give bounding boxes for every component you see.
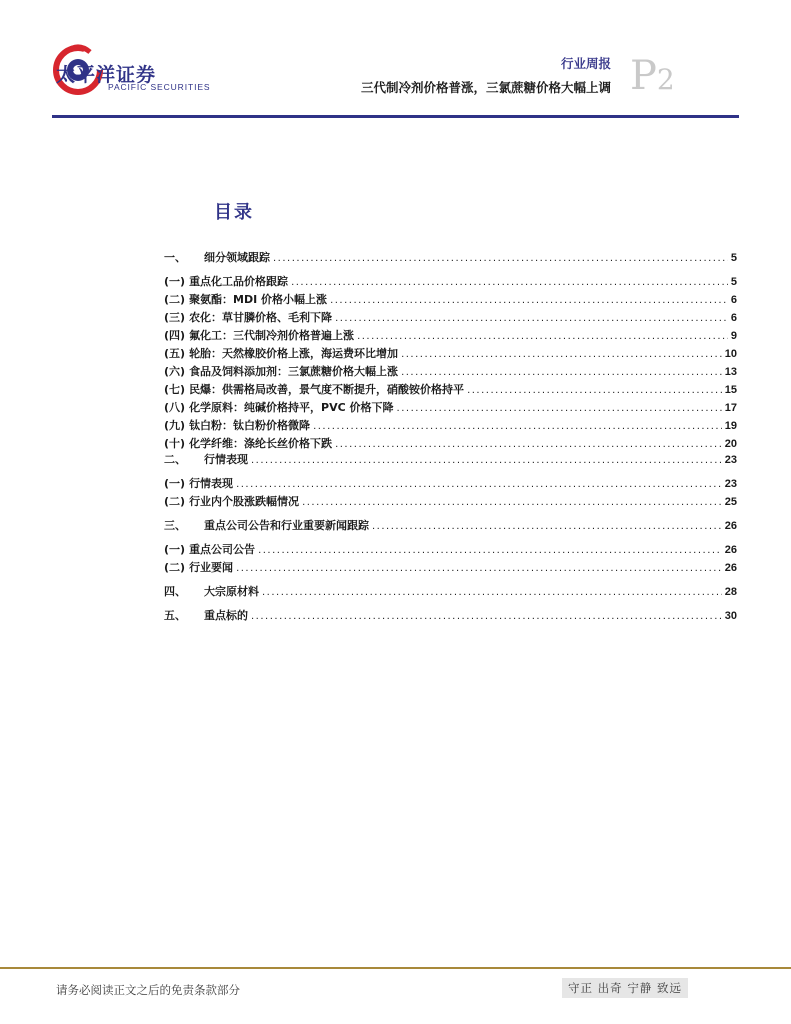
toc-entry-text: 民爆：供需格局改善，景气度不断提升，硝酸铵价格持平 (189, 383, 465, 396)
toc-entry-text: 氟化工：三代制冷剂价格普遍上涨 (189, 329, 355, 342)
toc-dot-leader (357, 331, 728, 342)
toc-dot-leader (372, 521, 722, 532)
toc-entry-number: (二) (164, 561, 186, 574)
toc-entry-text: 农化：草甘膦价格、毛利下降 (189, 311, 333, 324)
toc-entry-number: (十) (164, 437, 186, 450)
toc-entry[interactable] (164, 309, 737, 327)
toc-entry-text: 细分领域跟踪 (204, 251, 270, 264)
toc-entry-page: 26 (724, 544, 737, 556)
toc-entry-number: 四、 (164, 585, 186, 598)
toc-entry-text: 重点标的 (204, 609, 248, 622)
toc-entry-text: 轮胎：天然橡胶价格上涨，海运费环比增加 (189, 347, 399, 360)
toc-entry[interactable] (164, 451, 737, 469)
toc-entry-page: 28 (724, 586, 737, 598)
toc-entry-page: 15 (724, 384, 737, 396)
toc-entry-page: 23 (724, 454, 737, 466)
toc-entry-text: 化学纤维：涤纶长丝价格下跌 (189, 437, 333, 450)
toc-entry-page: 6 (730, 312, 737, 324)
toc-entry-text: 聚氨酯：MDI 价格小幅上涨 (189, 293, 328, 306)
toc-dot-leader (313, 421, 722, 432)
page-mark-number: 2 (656, 63, 675, 96)
toc-entry-page: 30 (724, 610, 737, 622)
toc-entry[interactable] (164, 417, 737, 435)
toc-entry[interactable] (164, 517, 737, 535)
toc-entry-text: 重点公司公告和行业重要新闻跟踪 (204, 519, 369, 532)
toc-dot-leader (291, 277, 728, 288)
toc-entry-page: 5 (730, 252, 737, 264)
toc-dot-leader (236, 563, 722, 574)
toc-entry[interactable] (164, 291, 737, 309)
report-type-label: 行业周报 (560, 56, 611, 71)
toc-entry-text: 化学原料：纯碱价格持平，PVC 价格下降 (189, 401, 394, 414)
toc-entry-number: (三) (164, 311, 186, 324)
toc-dot-leader (251, 611, 722, 622)
toc-dot-leader (330, 295, 728, 306)
toc-entry-page: 5 (730, 276, 737, 288)
toc-entry-number: 一、 (164, 251, 186, 264)
toc-entry-text: 行业内个股涨跌幅情况 (189, 495, 300, 508)
toc-entry[interactable] (164, 475, 737, 493)
toc-dot-leader (251, 455, 722, 466)
toc-entry-number: (二) (164, 495, 186, 508)
toc-entry-page: 23 (724, 478, 737, 490)
toc-entry-page: 26 (724, 562, 737, 574)
toc-entry-page: 20 (724, 438, 737, 450)
toc-dot-leader (401, 367, 722, 378)
toc-entry-page: 6 (730, 294, 737, 306)
toc-dot-leader (262, 587, 722, 598)
toc-entry[interactable] (164, 381, 737, 399)
toc-entry-text: 重点公司公告 (189, 543, 256, 556)
toc-entry-number: 三、 (164, 519, 186, 532)
toc-dot-leader (397, 403, 722, 414)
toc-entry-number: (四) (164, 329, 186, 342)
toc-entry-text: 重点化工品价格跟踪 (189, 275, 289, 288)
toc-dot-leader (236, 479, 722, 490)
logo-company-name-en: PACIFIC SECURITIES (108, 82, 211, 92)
toc-entry[interactable] (164, 559, 737, 577)
toc-entry-number: (一) (164, 275, 186, 288)
toc-entry[interactable] (164, 345, 737, 363)
toc-entry[interactable] (164, 399, 737, 417)
report-title: 三代制冷剂价格普涨，三氯蔗糖价格大幅上调 (360, 80, 611, 95)
toc-entry-page: 13 (724, 366, 737, 378)
toc-entry-number: 五、 (164, 609, 186, 622)
toc-entry-text: 大宗原材料 (204, 585, 259, 598)
toc-entry-number: (一) (164, 477, 186, 490)
toc-entry-text: 行情表现 (189, 477, 234, 490)
toc-entry-number: 二、 (164, 453, 186, 466)
toc-title: 目录 (214, 202, 254, 223)
footer-motto: 守正 出奇 宁静 致远 (562, 978, 688, 998)
toc-dot-leader (258, 545, 722, 556)
toc-entry[interactable] (164, 273, 737, 291)
toc-entry[interactable] (164, 249, 737, 267)
toc-entry[interactable] (164, 493, 737, 511)
toc-entry[interactable] (164, 541, 737, 559)
toc-entry-text: 行情表现 (204, 453, 248, 466)
toc-entry-number: (一) (164, 543, 186, 556)
toc-dot-leader (335, 313, 728, 324)
toc-dot-leader (401, 349, 722, 360)
footer-disclaimer: 请务必阅读正文之后的免责条款部分 (56, 983, 240, 997)
toc-entry-page: 10 (724, 348, 737, 360)
header-divider (52, 115, 739, 118)
toc-entry-page: 19 (724, 420, 737, 432)
toc-entry-number: (七) (164, 383, 186, 396)
toc-entry-number: (五) (164, 347, 186, 360)
toc-dot-leader (467, 385, 722, 396)
toc-entry-number: (八) (164, 401, 186, 414)
toc-dot-leader (335, 439, 722, 450)
page-mark-letter: P (630, 53, 657, 99)
toc-dot-leader (302, 497, 722, 508)
toc-entry-page: 26 (724, 520, 737, 532)
toc-entry-number: (六) (164, 365, 186, 378)
toc-entry-number: (二) (164, 293, 186, 306)
toc-entry[interactable] (164, 607, 737, 625)
logo-company-name-cn: 太平洋证券 (56, 64, 157, 86)
toc-entry-page: 25 (724, 496, 737, 508)
toc-dot-leader (273, 253, 728, 264)
toc-entry-page: 9 (730, 330, 737, 342)
toc-entry-text: 钛白粉：钛白粉价格微降 (189, 419, 311, 432)
toc-entry[interactable] (164, 363, 737, 381)
page-number-mark (630, 53, 675, 99)
toc-entry-page: 17 (724, 402, 737, 414)
toc-entry-text: 行业要闻 (189, 561, 234, 574)
toc-entry[interactable] (164, 583, 737, 601)
toc-entry-text: 食品及饲料添加剂：三氯蔗糖价格大幅上涨 (189, 365, 399, 378)
toc-entry[interactable] (164, 327, 737, 345)
toc-entry-number: (九) (164, 419, 186, 432)
footer-divider (0, 967, 791, 969)
